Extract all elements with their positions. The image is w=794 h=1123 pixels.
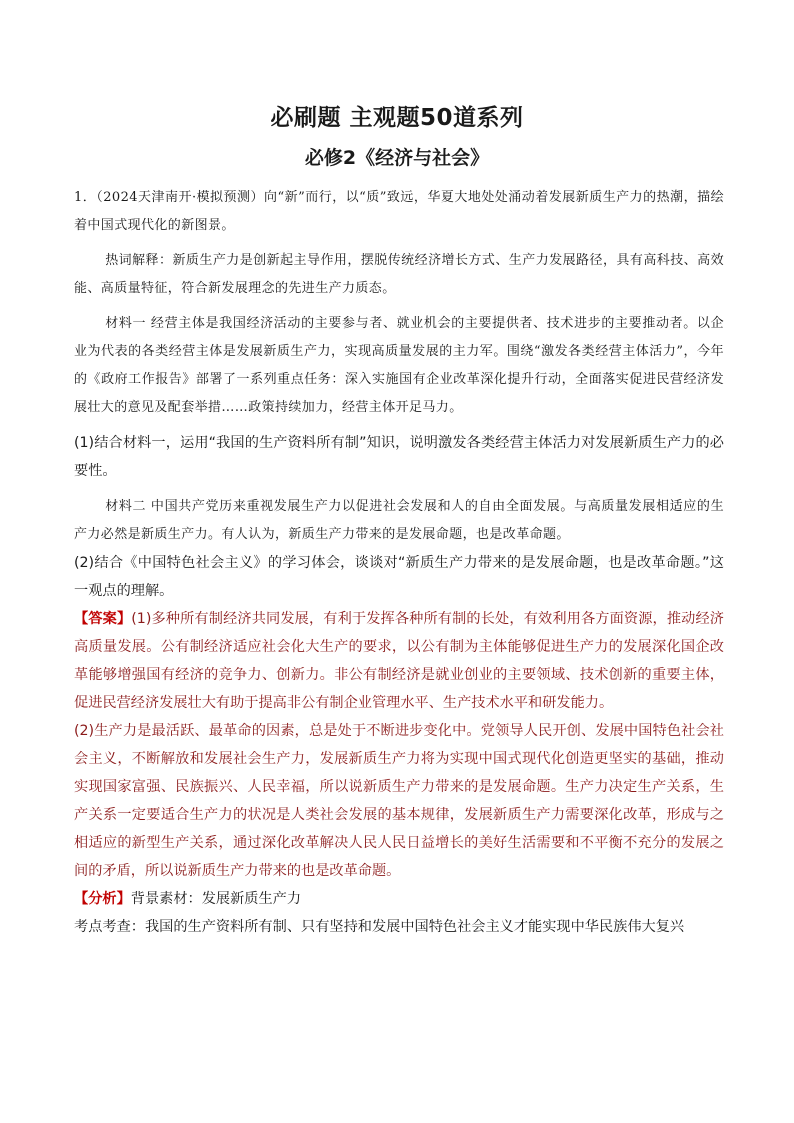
question-part-1: (1)结合材料一，运用“我国的生产资料所有制”知识，说明激发各类经营主体活力对发展新质生产力的必要性。 bbox=[74, 435, 724, 479]
question-content bbox=[74, 184, 724, 941]
analysis-label: 【分析】 bbox=[74, 891, 131, 907]
document-title: 必刷题 主观题50道系列 bbox=[270, 105, 524, 131]
exam-points: 考点考查：我国的生产资料所有制、只有坚持和发展中国特色社会主义才能实现中华民族伟大复兴 bbox=[74, 919, 685, 935]
document-subtitle: 必修2《经济与社会》 bbox=[304, 147, 490, 169]
answer-part-1 bbox=[74, 605, 724, 717]
question-stem: 1．（2024天津南开·模拟预测）向“新”而行，以“质”致远，华夏大地处处涌动着发展新质生产力的热潮，描绘着中国式现代化的新图景。 bbox=[74, 190, 724, 233]
question-part-2: (2)结合《中国特色社会主义》的学习体会，谈谈对“新质生产力带来的是发展命题，也是改革命题。”这一观点的理解。 bbox=[74, 555, 724, 599]
answer-part-1-text: (1)多种所有制经济共同发展，有利于发挥各种所有制的长处，有效利用各方面资源，推动经济高质量发展。公有制经济适应社会化大生产的要求，以公有制为主体能够促进生产力的发展深化国企改革能够增强国有经济的竞争力、创新力。非公有制经济是就业创业的主要领域、技术创新的重要主体，促进民营经济发展壮大有助于提高非公有制企业管理水平、生产技术水平和研发能力。 bbox=[74, 611, 724, 711]
answer-label: 【答案】 bbox=[74, 611, 132, 627]
analysis-text: 背景素材：发展新质生产力 bbox=[130, 891, 302, 907]
analysis-line bbox=[74, 885, 724, 913]
answer-part-2: (2)生产力是最活跃、最革命的因素，总是处于不断进步变化中。党领导人民开创、发展中国特色社会社会主义，不断解放和发展社会生产力，发展新质生产力将为实现中国式现代化创造更坚实的基础，推动实现国家富强、民族振兴、人民幸福，所以说新质生产力带来的是发展命题。生产力决定生产关系，生产关系一定要适合生产力的状况是人类社会发展的基本规律，发展新质生产力需要深化改革，形成与之相适应的新型生产关系，通过深化改革解决人民人民日益增长的美好生活需要和不平衡不充分的发展之间的矛盾，所以说新质生产力带来的也是改革命题。 bbox=[74, 723, 724, 879]
hotword-explanation: 热词解释：新质生产力是创新起主导作用，摆脱传统经济增长方式、生产力发展路径，具有高科技、高效能、高质量特征，符合新发展理念的先进生产力质态。 bbox=[74, 253, 724, 296]
material-two: 材料二 中国共产党历来重视发展生产力以促进社会发展和人的自由全面发展。与高质量发展相适应的生产力必然是新质生产力。有人认为，新质生产力带来的是发展命题，也是改革命题。 bbox=[74, 499, 724, 542]
material-one: 材料一 经营主体是我国经济活动的主要参与者、就业机会的主要提供者、技术进步的主要推动者。以企业为代表的各类经营主体是发展新质生产力，实现高质量发展的主力军。围绕“激发各类经营主体活力”，今年的《政府工作报告》部署了一系列重点任务：深入实施国有企业改革深化提升行动，全面落实促进民营经济发展壮大的意见及配套举措……政策持续加力，经营主体开足马力。 bbox=[74, 316, 724, 415]
